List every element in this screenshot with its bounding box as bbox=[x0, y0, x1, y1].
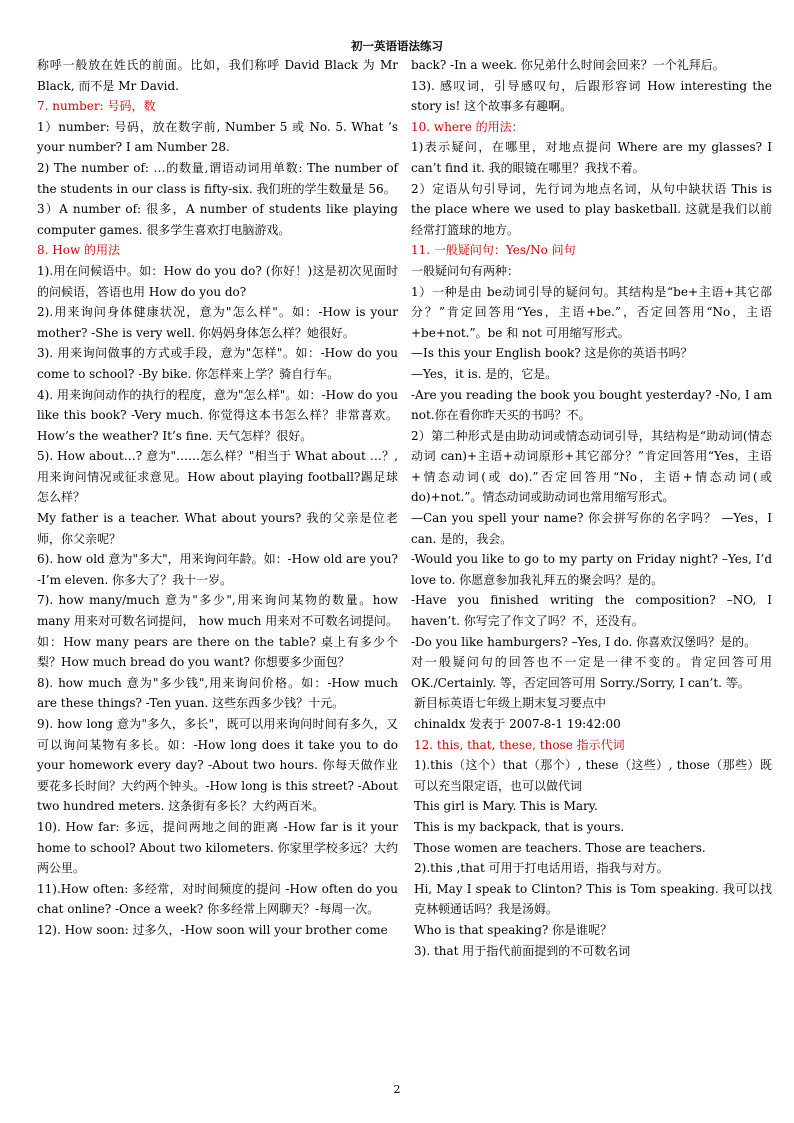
left-column bbox=[37, 55, 398, 941]
paragraph: Who is that speaking? 你是谁呢？ bbox=[414, 922, 613, 937]
section-heading: 10. where 的用法： bbox=[411, 119, 524, 134]
paragraph: 3). 用来询问做事的方式或手段，意为"怎样"。如：-How do you come to school? -By bike. 你怎样来上学？骑自行车。 bbox=[37, 346, 398, 381]
paragraph: Those women are teachers. Those are teachers. bbox=[414, 840, 706, 855]
paragraph: -Are you reading the book you bought yesterday? -No, I am not.你在看你昨天买的书吗？不。 bbox=[411, 387, 772, 423]
page-number: 2 bbox=[393, 1083, 401, 1096]
paragraph: back? -In a week. 你兄弟什么时间会回来？一个礼拜后。 bbox=[411, 58, 725, 72]
paragraph: 3). that 用于指代前面提到的不可数名词 bbox=[414, 943, 631, 958]
paragraph: 11).How often: 多经常，对时间频度的提问 -How often do you chat online? -Once a week? 你多经常上网聊天？-每周一次。 bbox=[37, 881, 398, 917]
paragraph: 9). how long 意为"多久，多长"，既可以用来询问时间有多久，又可以询问某物有多长。如：-How long does it take you to do your homework every day? -About two hours. 你每天做作业要花多长时间？大约两个钟头。-How long is this street? -About two hundred meters. 这条街有多长？大约两百米。 bbox=[37, 717, 398, 814]
paragraph: 一般疑问句有两种： bbox=[411, 263, 520, 278]
paragraph: -Have you finished writing the composition? –NO, I haven’t. 你写完了作文了吗？不，还没有。 bbox=[411, 593, 772, 629]
paragraph: 1)表示疑问，在哪里，对地点提问 Where are my glasses? I can’t find it. 我的眼镜在哪里？我找不着。 bbox=[411, 140, 772, 175]
paragraph: My father is a teacher. What about yours? 我的父亲是位老师，你父亲呢？ bbox=[37, 511, 398, 546]
paragraph: -Do you like hamburgers? –Yes, I do. 你喜欢汉堡吗？是的。 bbox=[411, 634, 757, 649]
paragraph: 8). how much 意为"多少钱",用来询问价格。如：-How much are these things? -Ten yuan. 这些东西多少钱？十元。 bbox=[37, 675, 398, 711]
paragraph: 新目标英语七年级上期末复习要点中 bbox=[414, 696, 607, 711]
paragraph: 对一般疑问句的回答也不一定是一律不变的。肯定回答可用 OK./Certainly. 等，否定回答可用 Sorry./Sorry, I can’t. 等。 bbox=[411, 655, 772, 690]
paragraph: Hi, May I speak to Clinton? This is Tom speaking. 我可以找克林顿通话吗？我是汤姆。 bbox=[414, 881, 772, 917]
paragraph: 3）A number of: 很多，A number of students like playing computer games. 很多学生喜欢打电脑游戏。 bbox=[37, 202, 398, 237]
paragraph: —Can you spell your name? 你会拼写你的名字吗？ —Yes，I can. 是的，我会。 bbox=[411, 511, 772, 546]
paragraph: 6). how old 意为"多大"，用来询问年龄。如：-How old are you? -I’m eleven. 你多大了？我十一岁。 bbox=[37, 552, 398, 587]
paragraph: 1).用在问候语中。如：How do you do? (你好！)这是初次见面时的问候语，答语也用 How do you do? bbox=[37, 263, 398, 299]
section-heading: 11. 一般疑问句：Yes/No 问句 bbox=[411, 243, 576, 258]
paragraph: 5). How about…? 意为"……怎么样？"相当于 What about …？,用来询问情况或征求意见。How about playing football?踢足球怎么样？ bbox=[37, 449, 398, 505]
paragraph: 2).用来询问身体健康状况，意为"怎么样"。如：-How is your mother? -She is very well. 你妈妈身体怎么样？她很好。 bbox=[37, 305, 398, 340]
paragraph: —Yes，it is. 是的，它是。 bbox=[411, 366, 558, 381]
section-heading: 7. number: 号码，数 bbox=[37, 99, 156, 114]
document-title: 初一英语语法练习 bbox=[351, 39, 443, 53]
paragraph: 2）第二种形式是由助动词或情态动词引导，其结构是“助动词(情态动词 can)+主语+动词原形+其它部分？”肯定回答用“Yes，主语+情态动词(或 do).”否定回答用“No，主语+情态动词(或 do)+not.”。情态动词或助动词也常用缩写形式。 bbox=[411, 428, 772, 505]
paragraph: 1）一种是由 be动词引导的疑问句。其结构是“be+主语+其它部分？”肯定回答用“Yes，主语+be.”，否定回答用“No，主语+be+not.”。be 和 not 可用缩写形式。 bbox=[411, 284, 772, 340]
paragraph: 12). How soon: 过多久，-How soon will your brother come bbox=[37, 922, 388, 937]
paragraph: 称呼一般放在姓氏的前面。比如，我们称呼 David Black 为 Mr Black, 而不是 Mr David. bbox=[37, 58, 398, 93]
paragraph: 10). How far: 多远，提问两地之间的距离 -How far is it your home to school? About two kilometers. 你家里学校多远？大约两公里。 bbox=[37, 819, 398, 876]
right-column bbox=[411, 55, 772, 961]
paragraph: -Would you like to go to my party on Friday night? –Yes, I’d love to. 你愿意参加我礼拜五的聚会吗？是的。 bbox=[411, 552, 772, 587]
paragraph: 13). 感叹词，引导感叹句，后跟形容词 How interesting the story is! 这个故事多有趣啊。 bbox=[411, 78, 772, 114]
paragraph: 4). 用来询问动作的执行的程度，意为"怎么样"。如：-How do you like this book? -Very much. 你觉得这本书怎么样？非常喜欢。How’s the weather? It’s fine. 天气怎样？很好。 bbox=[37, 387, 398, 443]
paragraph: chinaldx 发表于 2007-8-1 19:42:00 bbox=[414, 717, 621, 731]
paragraph: —Is this your English book? 这是你的英语书吗？ bbox=[411, 346, 693, 361]
section-heading: 12. this, that, these, those 指示代词 bbox=[414, 737, 625, 752]
paragraph: 2).this ,that 可用于打电话用语，指我与对方。 bbox=[414, 861, 669, 876]
paragraph: 1).this（这个）that（那个）, these（这些）, those（那些）既可以充当限定语，也可以做代词 bbox=[414, 758, 772, 793]
paragraph: This girl is Mary. This is Mary. bbox=[414, 799, 598, 814]
paragraph: 1）number: 号码，放在数字前, Number 5 或 No. 5. What ’s your number? I am Number 28. bbox=[37, 119, 398, 155]
paragraph: 7). how many/much 意为"多少",用来询问某物的数量。how many 用来对可数名词提问， how much 用来对不可数名词提问。如：How many pears are there on the table? 桌上有多少个梨？How much bread do you want? 你想要多少面包？ bbox=[37, 593, 398, 670]
paragraph: 2) The number of: …的数量,谓语动词用单数: The number of the students in our class is fifty-six. 我们班的学生数量是 56。 bbox=[37, 160, 398, 196]
paragraph: 2）定语从句引导词，先行词为地点名词，从句中缺状语 This is the place where we used to play basketball. 这就是我们以前经常打篮球的地方。 bbox=[411, 181, 772, 237]
paragraph: This is my backpack, that is yours. bbox=[414, 819, 625, 834]
section-heading: 8. How 的用法 bbox=[37, 243, 121, 258]
